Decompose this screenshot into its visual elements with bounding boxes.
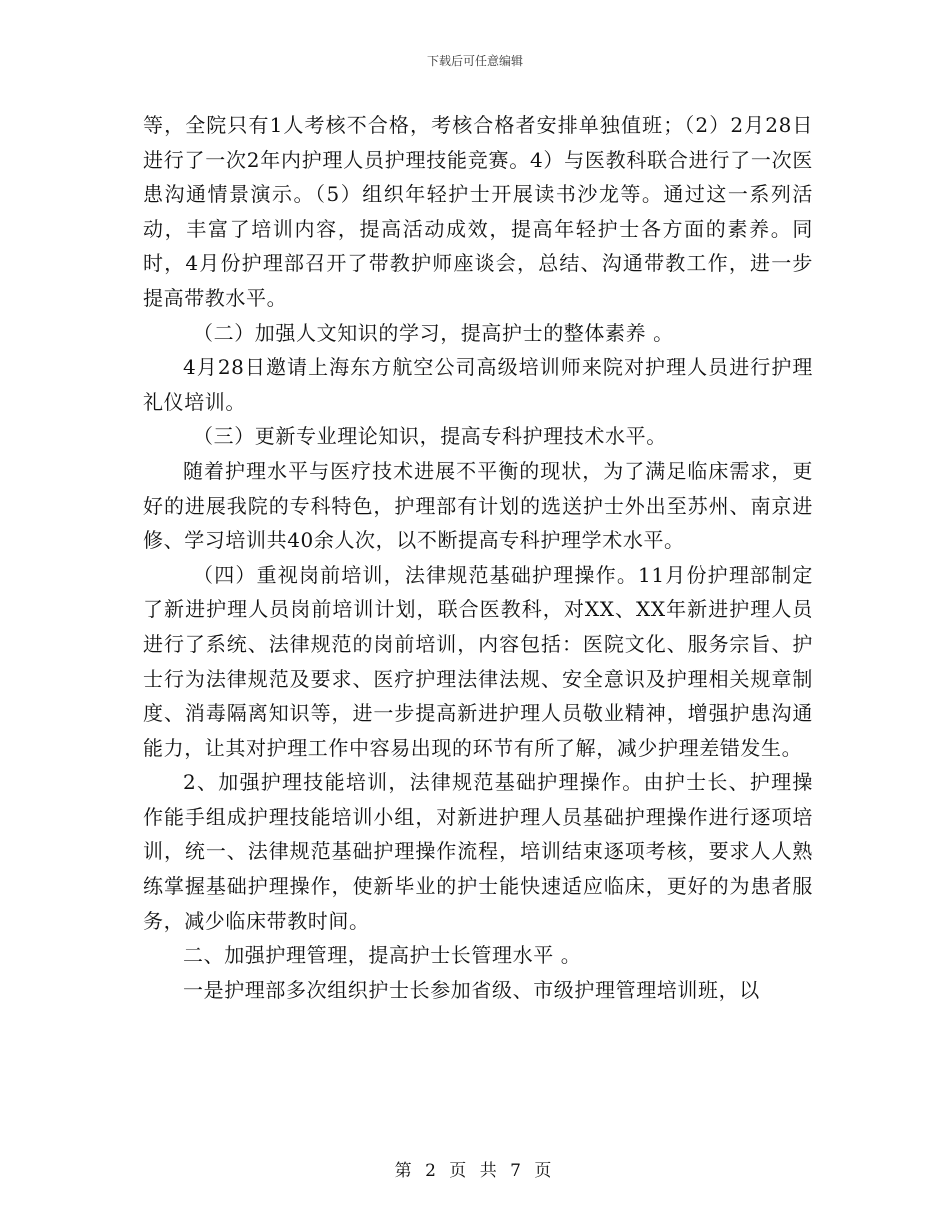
page-footer: 第 2 页 共 7 页: [394, 1161, 556, 1181]
paragraph-training-activities: 等，全院只有1人考核不合格，考核合格者安排单独值班；（2）2月28日进行了一次2年内护理人员护理技能竞赛。4）与医教科联合进行了一次医患沟通情景演示。（5）组织年轻护士开展读书沙龙等。通过这一系列活动，丰富了培训内容，提高活动成效，提高年轻护士各方面的素养。同时，4月份护理部召开了带教护师座谈会，总结、沟通带教工作，进一步提高带教水平。: [143, 113, 813, 310]
section-heading-management: 二、加强护理管理，提高护士长管理水平 。: [183, 943, 582, 968]
paragraph-pre-job-training: （四）重视岗前培训，法律规范基础护理操作。11月份护理部制定了新进护理人员岗前培训计划，联合医教科，对XX、XX年新进护理人员进行了系统、法律规范的岗前培训，内容包括：医院文化、服务宗旨、护士行为法律规范及要求、医疗护理法律法规、安全意识及护理相关规章制度、消毒隔离知识等，进一步提高新进护理人员敬业精神，增强护患沟通能力，让其对护理工作中容易出现的环节有所了解，减少护理差错发生。: [143, 562, 813, 760]
paragraph-management-training: 一是护理部多次组织护士长参加省级、市级护理管理培训班，以: [183, 977, 760, 1002]
paragraph-etiquette-training: 4月28日邀请上海东方航空公司高级培训师来院对护理人员进行护理礼仪培训。: [143, 355, 813, 414]
page-header: 下载后可任意编辑: [426, 54, 523, 68]
document-body: [143, 108, 813, 1007]
section-heading-professional-theory: （三）更新专业理论知识，提高专科护理技术水平。: [193, 424, 667, 449]
paragraph-skills-training: 2、加强护理技能培训，法律规范基础护理操作。由护士长、护理操作能手组成护理技能培训小组，对新进护理人员基础护理操作进行逐项培训，统一、法律规范基础护理操作流程，培训结束逐项考核，要求人人熟练掌握基础护理操作，使新毕业的护士能快速适应临床，更好的为患者服务，减少临床带教时间。: [143, 770, 813, 933]
paragraph-specialist-training: 随着护理水平与医疗技术进展不平衡的现状，为了满足临床需求，更好的进展我院的专科特色，护理部有计划的选送护士外出至苏州、南京进修、学习培训共40余人次，以不断提高专科护理学术水平。: [143, 458, 813, 553]
section-heading-humanities: （二）加强人文知识的学习，提高护士的整体素养 。: [193, 320, 674, 345]
